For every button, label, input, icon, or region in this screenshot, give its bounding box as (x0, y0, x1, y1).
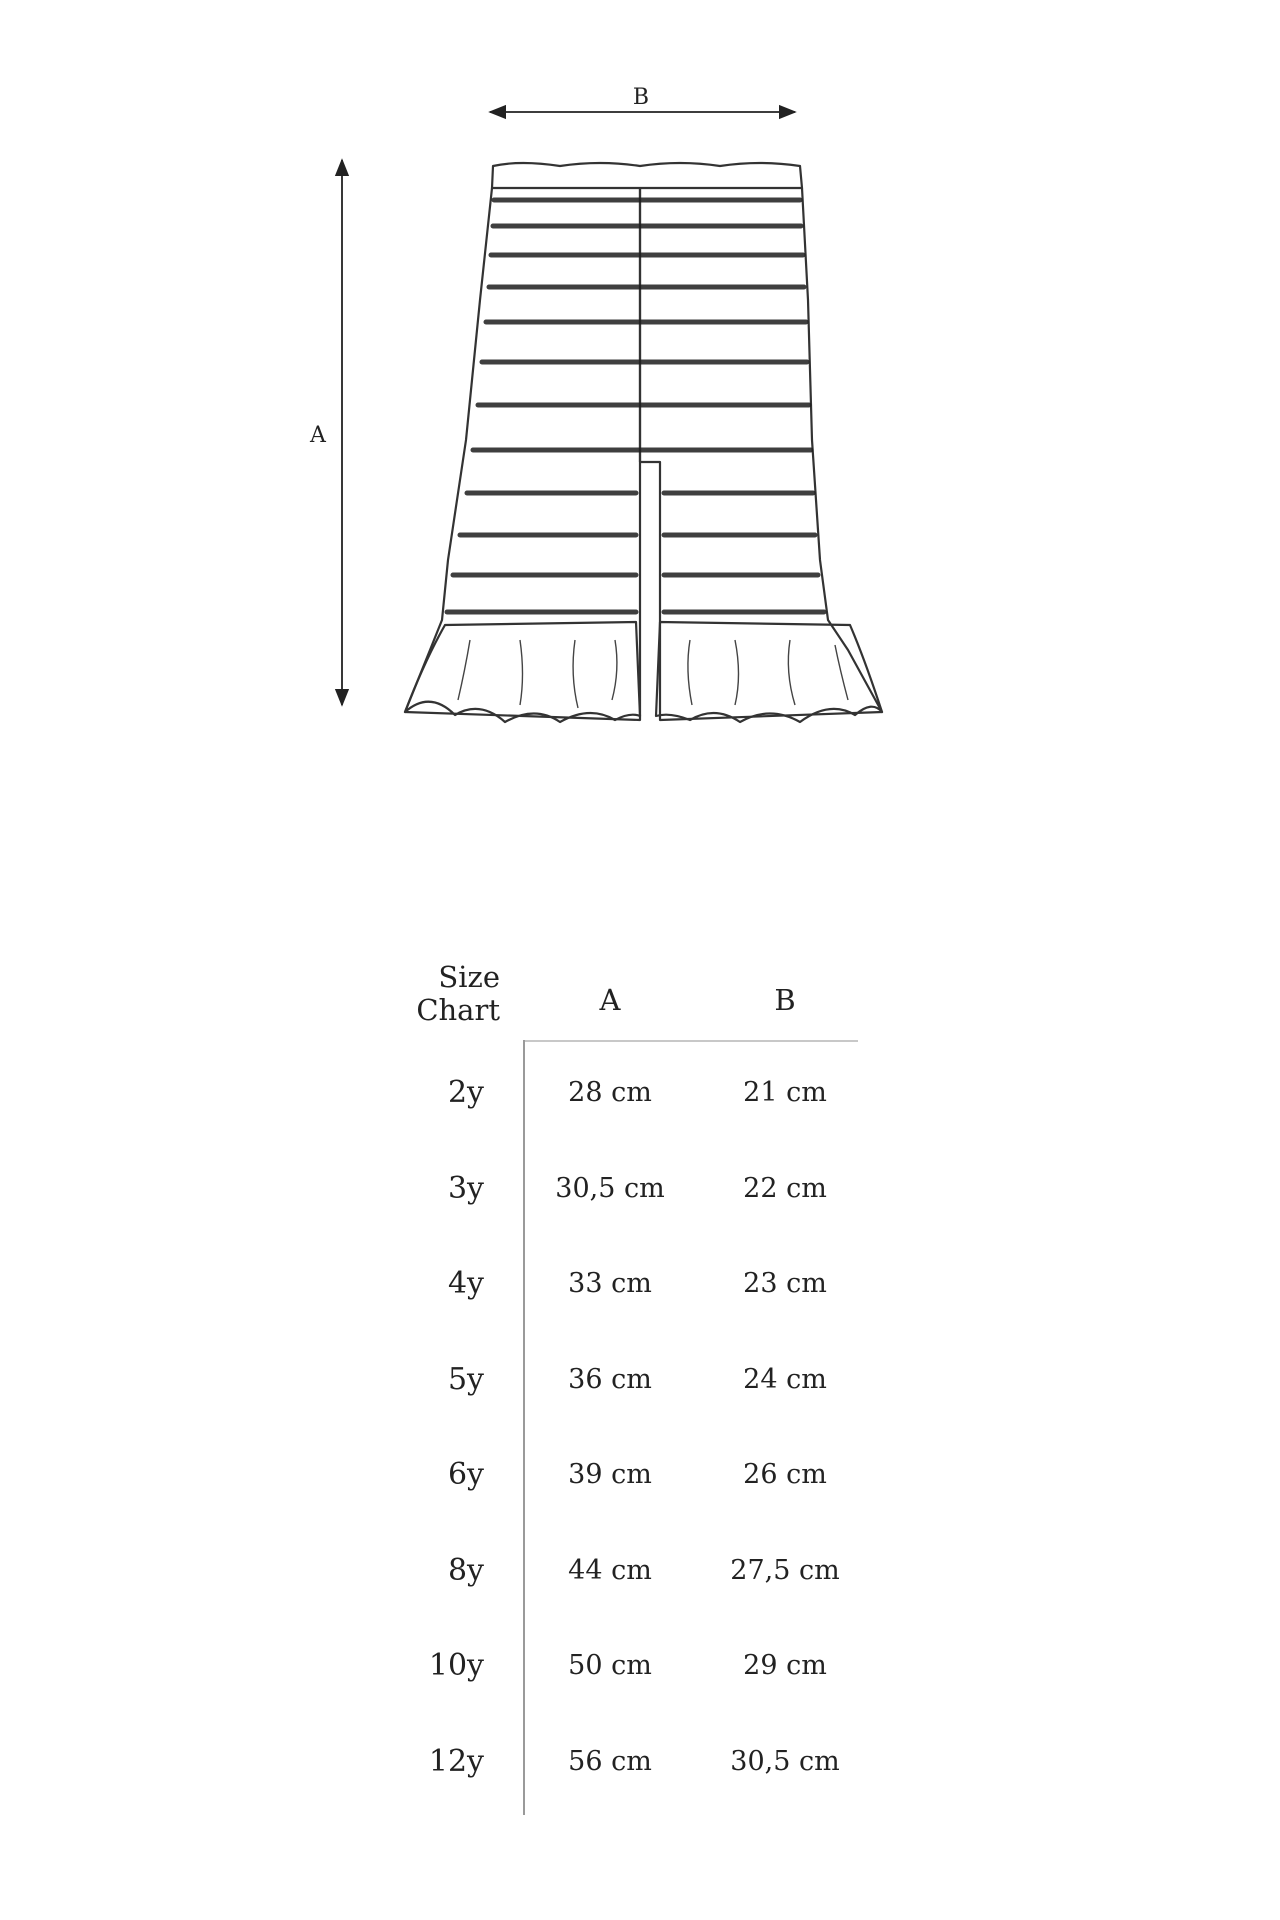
waistband (492, 163, 802, 188)
table-row (380, 1553, 900, 1649)
pants-diagram (0, 0, 1280, 760)
measurement-a-cell: 33 cm (568, 1268, 652, 1299)
measurement-a-cell: 50 cm (568, 1650, 652, 1681)
table-row (380, 1171, 900, 1267)
size-cell: 6y (447, 1457, 484, 1492)
table-row (380, 1744, 900, 1840)
table-row (380, 1075, 900, 1171)
measurement-b-cell: 27,5 cm (730, 1554, 840, 1586)
measurement-a-cell: 44 cm (568, 1554, 652, 1586)
pants-illustration (405, 163, 882, 722)
column-header-b: B (774, 983, 796, 1017)
dimension-b-label: B (632, 85, 650, 110)
smocking-stripes (447, 200, 824, 612)
measurement-b-cell: 21 cm (743, 1077, 827, 1108)
size-cell: 12y (428, 1743, 484, 1779)
size-cell: 8y (447, 1552, 484, 1588)
table-row (380, 1266, 900, 1362)
table-row (380, 1648, 900, 1744)
measurement-b-cell: 23 cm (743, 1268, 827, 1299)
size-cell: 5y (447, 1361, 484, 1397)
measurement-a-cell: 30,5 cm (555, 1172, 665, 1204)
measurement-b-cell: 26 cm (743, 1459, 827, 1490)
size-rows (380, 1075, 900, 1839)
size-chart-header-line2: Chart (416, 993, 500, 1027)
measurement-a-cell: 28 cm (568, 1077, 652, 1108)
dimension-a-label: A (310, 423, 326, 448)
size-cell: 3y (447, 1170, 484, 1206)
measurement-b-cell: 30,5 cm (730, 1745, 840, 1777)
size-cell: 10y (428, 1648, 484, 1683)
table-row (380, 1457, 900, 1553)
size-cell: 2y (447, 1075, 484, 1110)
size-cell: 4y (447, 1266, 484, 1301)
table-divider-horizontal (523, 1040, 858, 1042)
right-ruffle (656, 622, 882, 722)
left-leg-outline (405, 188, 640, 720)
size-chart-table (380, 955, 900, 1835)
measurement-a-cell: 56 cm (568, 1745, 652, 1777)
measurement-a-cell: 39 cm (568, 1459, 652, 1490)
measurement-b-cell: 24 cm (743, 1363, 827, 1395)
measurement-b-cell: 29 cm (743, 1650, 827, 1681)
measurement-a-cell: 36 cm (568, 1363, 652, 1395)
column-header-a: A (599, 983, 621, 1017)
table-row (380, 1362, 900, 1458)
size-chart-header-line1: Size (438, 960, 500, 994)
size-chart-header (380, 961, 500, 1027)
right-leg-outline (640, 188, 882, 720)
ruffle-folds (458, 640, 848, 708)
measurement-b-cell: 22 cm (743, 1172, 827, 1204)
